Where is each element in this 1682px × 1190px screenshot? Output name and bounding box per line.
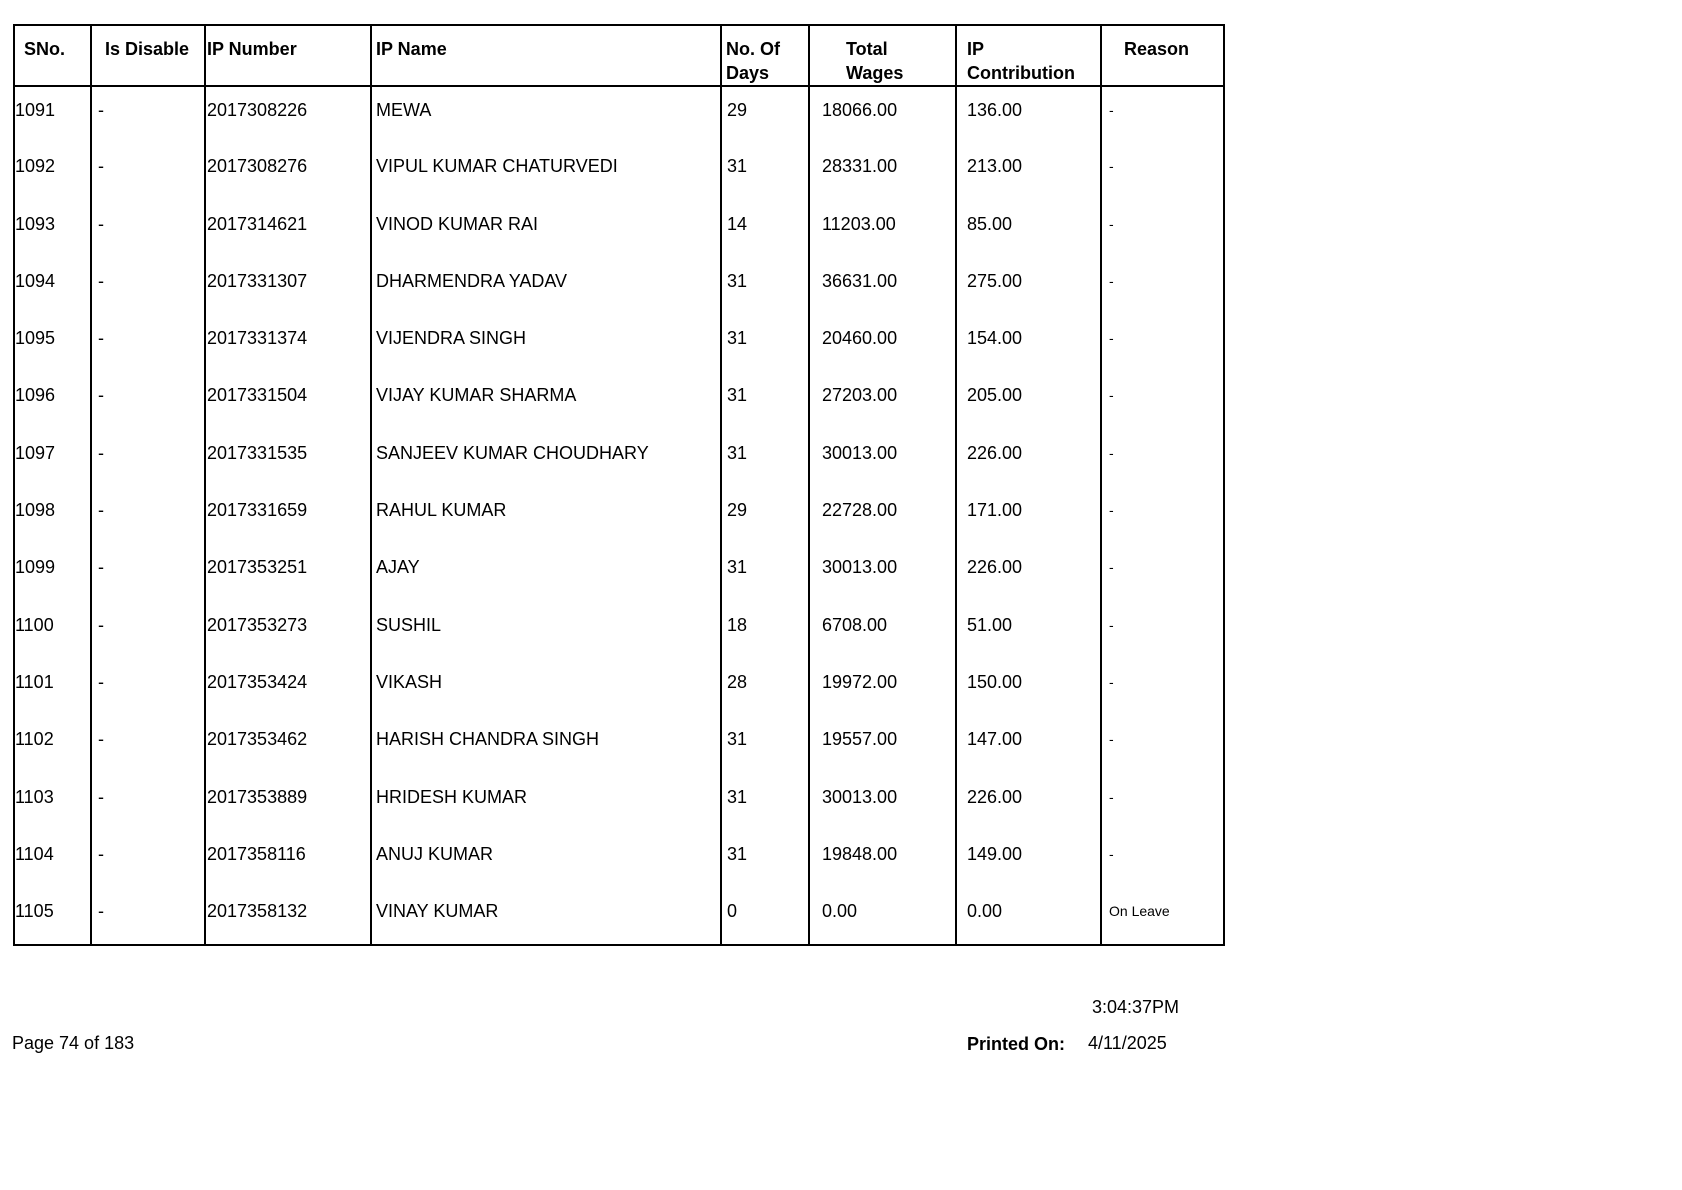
cell-ip-contribution: 205.00 (956, 372, 1101, 429)
cell-is-disable: - (91, 372, 205, 429)
cell-ip-number: 2017308276 (205, 143, 371, 200)
cell-total-wages: 19848.00 (809, 831, 956, 888)
cell-days: 31 (721, 831, 809, 888)
cell-days: 31 (721, 430, 809, 487)
page-number: Page 74 of 183 (12, 1033, 135, 1053)
cell-ip-contribution: 147.00 (956, 716, 1101, 773)
cell-is-disable: - (91, 831, 205, 888)
cell-reason: - (1101, 774, 1224, 831)
cell-total-wages: 22728.00 (809, 487, 956, 544)
cell-reason: - (1101, 659, 1224, 716)
cell-sno: 1102 (14, 716, 91, 773)
cell-ip-contribution: 226.00 (956, 774, 1101, 831)
cell-ip-contribution: 136.00 (956, 86, 1101, 143)
cell-ip-contribution: 149.00 (956, 831, 1101, 888)
cell-total-wages: 30013.00 (809, 544, 956, 601)
cell-ip-contribution: 150.00 (956, 659, 1101, 716)
cell-ip-number: 2017358116 (205, 831, 371, 888)
table-header (14, 25, 1224, 86)
cell-ip-name: AJAY (371, 544, 721, 601)
cell-is-disable: - (91, 143, 205, 200)
printed-on-label: Printed On: (967, 1034, 1065, 1054)
cell-ip-name: MEWA (371, 86, 721, 143)
cell-ip-number: 2017308226 (205, 86, 371, 143)
cell-reason: - (1101, 716, 1224, 773)
cell-ip-contribution: 85.00 (956, 201, 1101, 258)
cell-is-disable: - (91, 774, 205, 831)
cell-reason: - (1101, 315, 1224, 372)
cell-ip-name: VINAY KUMAR (371, 888, 721, 945)
cell-ip-name: VINOD KUMAR RAI (371, 201, 721, 258)
header-sno: SNo. (14, 25, 91, 86)
cell-days: 31 (721, 315, 809, 372)
header-contribution-line1: IP (967, 39, 985, 59)
cell-ip-name: VIKASH (371, 659, 721, 716)
header-is-disable: Is Disable (91, 25, 205, 86)
cell-sno: 1094 (14, 258, 91, 315)
cell-ip-number: 2017331659 (205, 487, 371, 544)
cell-sno: 1103 (14, 774, 91, 831)
table-row (14, 659, 1224, 716)
cell-is-disable: - (91, 315, 205, 372)
cell-ip-number: 2017314621 (205, 201, 371, 258)
cell-total-wages: 18066.00 (809, 86, 956, 143)
table-row (14, 487, 1224, 544)
header-days-line2: Days (726, 63, 770, 83)
header-days-line1: No. Of (726, 39, 780, 59)
cell-is-disable: - (91, 86, 205, 143)
cell-sno: 1091 (14, 86, 91, 143)
cell-days: 31 (721, 258, 809, 315)
table-row (14, 888, 1224, 945)
cell-reason: - (1101, 258, 1224, 315)
cell-days: 14 (721, 201, 809, 258)
cell-reason: - (1101, 143, 1224, 200)
cell-ip-name: ANUJ KUMAR (371, 831, 721, 888)
cell-ip-contribution: 275.00 (956, 258, 1101, 315)
cell-reason: - (1101, 487, 1224, 544)
cell-ip-name: DHARMENDRA YADAV (371, 258, 721, 315)
cell-sno: 1099 (14, 544, 91, 601)
cell-days: 31 (721, 372, 809, 429)
cell-ip-number: 2017331535 (205, 430, 371, 487)
cell-ip-name: HRIDESH KUMAR (371, 774, 721, 831)
print-date: 4/11/2025 (1088, 1033, 1167, 1053)
cell-sno: 1100 (14, 602, 91, 659)
cell-days: 29 (721, 487, 809, 544)
table-row (14, 315, 1224, 372)
cell-ip-name: SUSHIL (371, 602, 721, 659)
cell-is-disable: - (91, 602, 205, 659)
cell-ip-name: SANJEEV KUMAR CHOUDHARY (371, 430, 721, 487)
cell-ip-contribution: 171.00 (956, 487, 1101, 544)
header-contribution-line2: Contribution (967, 63, 1075, 83)
cell-sno: 1104 (14, 831, 91, 888)
table-row (14, 258, 1224, 315)
table-row (14, 430, 1224, 487)
cell-total-wages: 28331.00 (809, 143, 956, 200)
cell-total-wages: 27203.00 (809, 372, 956, 429)
cell-days: 31 (721, 544, 809, 601)
table-row (14, 544, 1224, 601)
cell-ip-name: VIJENDRA SINGH (371, 315, 721, 372)
header-ip-name: IP Name (371, 25, 721, 86)
cell-sno: 1097 (14, 430, 91, 487)
cell-ip-number: 2017353889 (205, 774, 371, 831)
cell-days: 31 (721, 774, 809, 831)
cell-ip-name: RAHUL KUMAR (371, 487, 721, 544)
table-row (14, 201, 1224, 258)
cell-total-wages: 6708.00 (809, 602, 956, 659)
cell-days: 0 (721, 888, 809, 945)
header-wages-line2: Wages (846, 63, 904, 83)
table-row (14, 774, 1224, 831)
table-row (14, 86, 1224, 143)
table-row (14, 716, 1224, 773)
cell-sno: 1092 (14, 143, 91, 200)
cell-total-wages: 19557.00 (809, 716, 956, 773)
cell-reason: - (1101, 602, 1224, 659)
cell-total-wages: 30013.00 (809, 774, 956, 831)
cell-total-wages: 20460.00 (809, 315, 956, 372)
cell-ip-number: 2017353273 (205, 602, 371, 659)
cell-ip-contribution: 213.00 (956, 143, 1101, 200)
table-body (14, 86, 1224, 945)
cell-ip-number: 2017353251 (205, 544, 371, 601)
cell-reason: On Leave (1101, 888, 1224, 945)
cell-ip-number: 2017353424 (205, 659, 371, 716)
cell-sno: 1098 (14, 487, 91, 544)
cell-ip-name: HARISH CHANDRA SINGH (371, 716, 721, 773)
cell-reason: - (1101, 831, 1224, 888)
header-row (14, 25, 1224, 86)
cell-is-disable: - (91, 659, 205, 716)
cell-is-disable: - (91, 544, 205, 601)
table-row (14, 602, 1224, 659)
header-days (721, 25, 809, 86)
cell-is-disable: - (91, 716, 205, 773)
cell-total-wages: 11203.00 (809, 201, 956, 258)
cell-ip-number: 2017358132 (205, 888, 371, 945)
header-wages-line1: Total (846, 39, 888, 59)
cell-sno: 1096 (14, 372, 91, 429)
cell-ip-contribution: 51.00 (956, 602, 1101, 659)
cell-is-disable: - (91, 430, 205, 487)
cell-total-wages: 30013.00 (809, 430, 956, 487)
table-row (14, 831, 1224, 888)
cell-is-disable: - (91, 888, 205, 945)
table-row (14, 143, 1224, 200)
cell-ip-name: VIJAY KUMAR SHARMA (371, 372, 721, 429)
print-time: 3:04:37PM (1092, 997, 1180, 1017)
cell-reason: - (1101, 86, 1224, 143)
cell-days: 18 (721, 602, 809, 659)
cell-ip-number: 2017331307 (205, 258, 371, 315)
cell-ip-contribution: 154.00 (956, 315, 1101, 372)
cell-is-disable: - (91, 487, 205, 544)
cell-ip-contribution: 226.00 (956, 544, 1101, 601)
cell-ip-number: 2017331374 (205, 315, 371, 372)
cell-days: 31 (721, 143, 809, 200)
cell-days: 31 (721, 716, 809, 773)
table-row (14, 372, 1224, 429)
cell-ip-name: VIPUL KUMAR CHATURVEDI (371, 143, 721, 200)
cell-days: 28 (721, 659, 809, 716)
cell-ip-number: 2017331504 (205, 372, 371, 429)
cell-is-disable: - (91, 258, 205, 315)
cell-ip-contribution: 226.00 (956, 430, 1101, 487)
cell-total-wages: 0.00 (809, 888, 956, 945)
cell-total-wages: 36631.00 (809, 258, 956, 315)
header-wages (809, 25, 956, 86)
header-contribution (956, 25, 1101, 86)
contribution-table (13, 24, 1225, 946)
cell-reason: - (1101, 430, 1224, 487)
cell-sno: 1095 (14, 315, 91, 372)
cell-reason: - (1101, 372, 1224, 429)
cell-reason: - (1101, 201, 1224, 258)
cell-reason: - (1101, 544, 1224, 601)
cell-days: 29 (721, 86, 809, 143)
header-reason: Reason (1101, 25, 1224, 86)
cell-is-disable: - (91, 201, 205, 258)
cell-sno: 1093 (14, 201, 91, 258)
cell-sno: 1105 (14, 888, 91, 945)
cell-total-wages: 19972.00 (809, 659, 956, 716)
cell-ip-contribution: 0.00 (956, 888, 1101, 945)
cell-sno: 1101 (14, 659, 91, 716)
header-ip-number: IP Number (205, 25, 371, 86)
cell-ip-number: 2017353462 (205, 716, 371, 773)
